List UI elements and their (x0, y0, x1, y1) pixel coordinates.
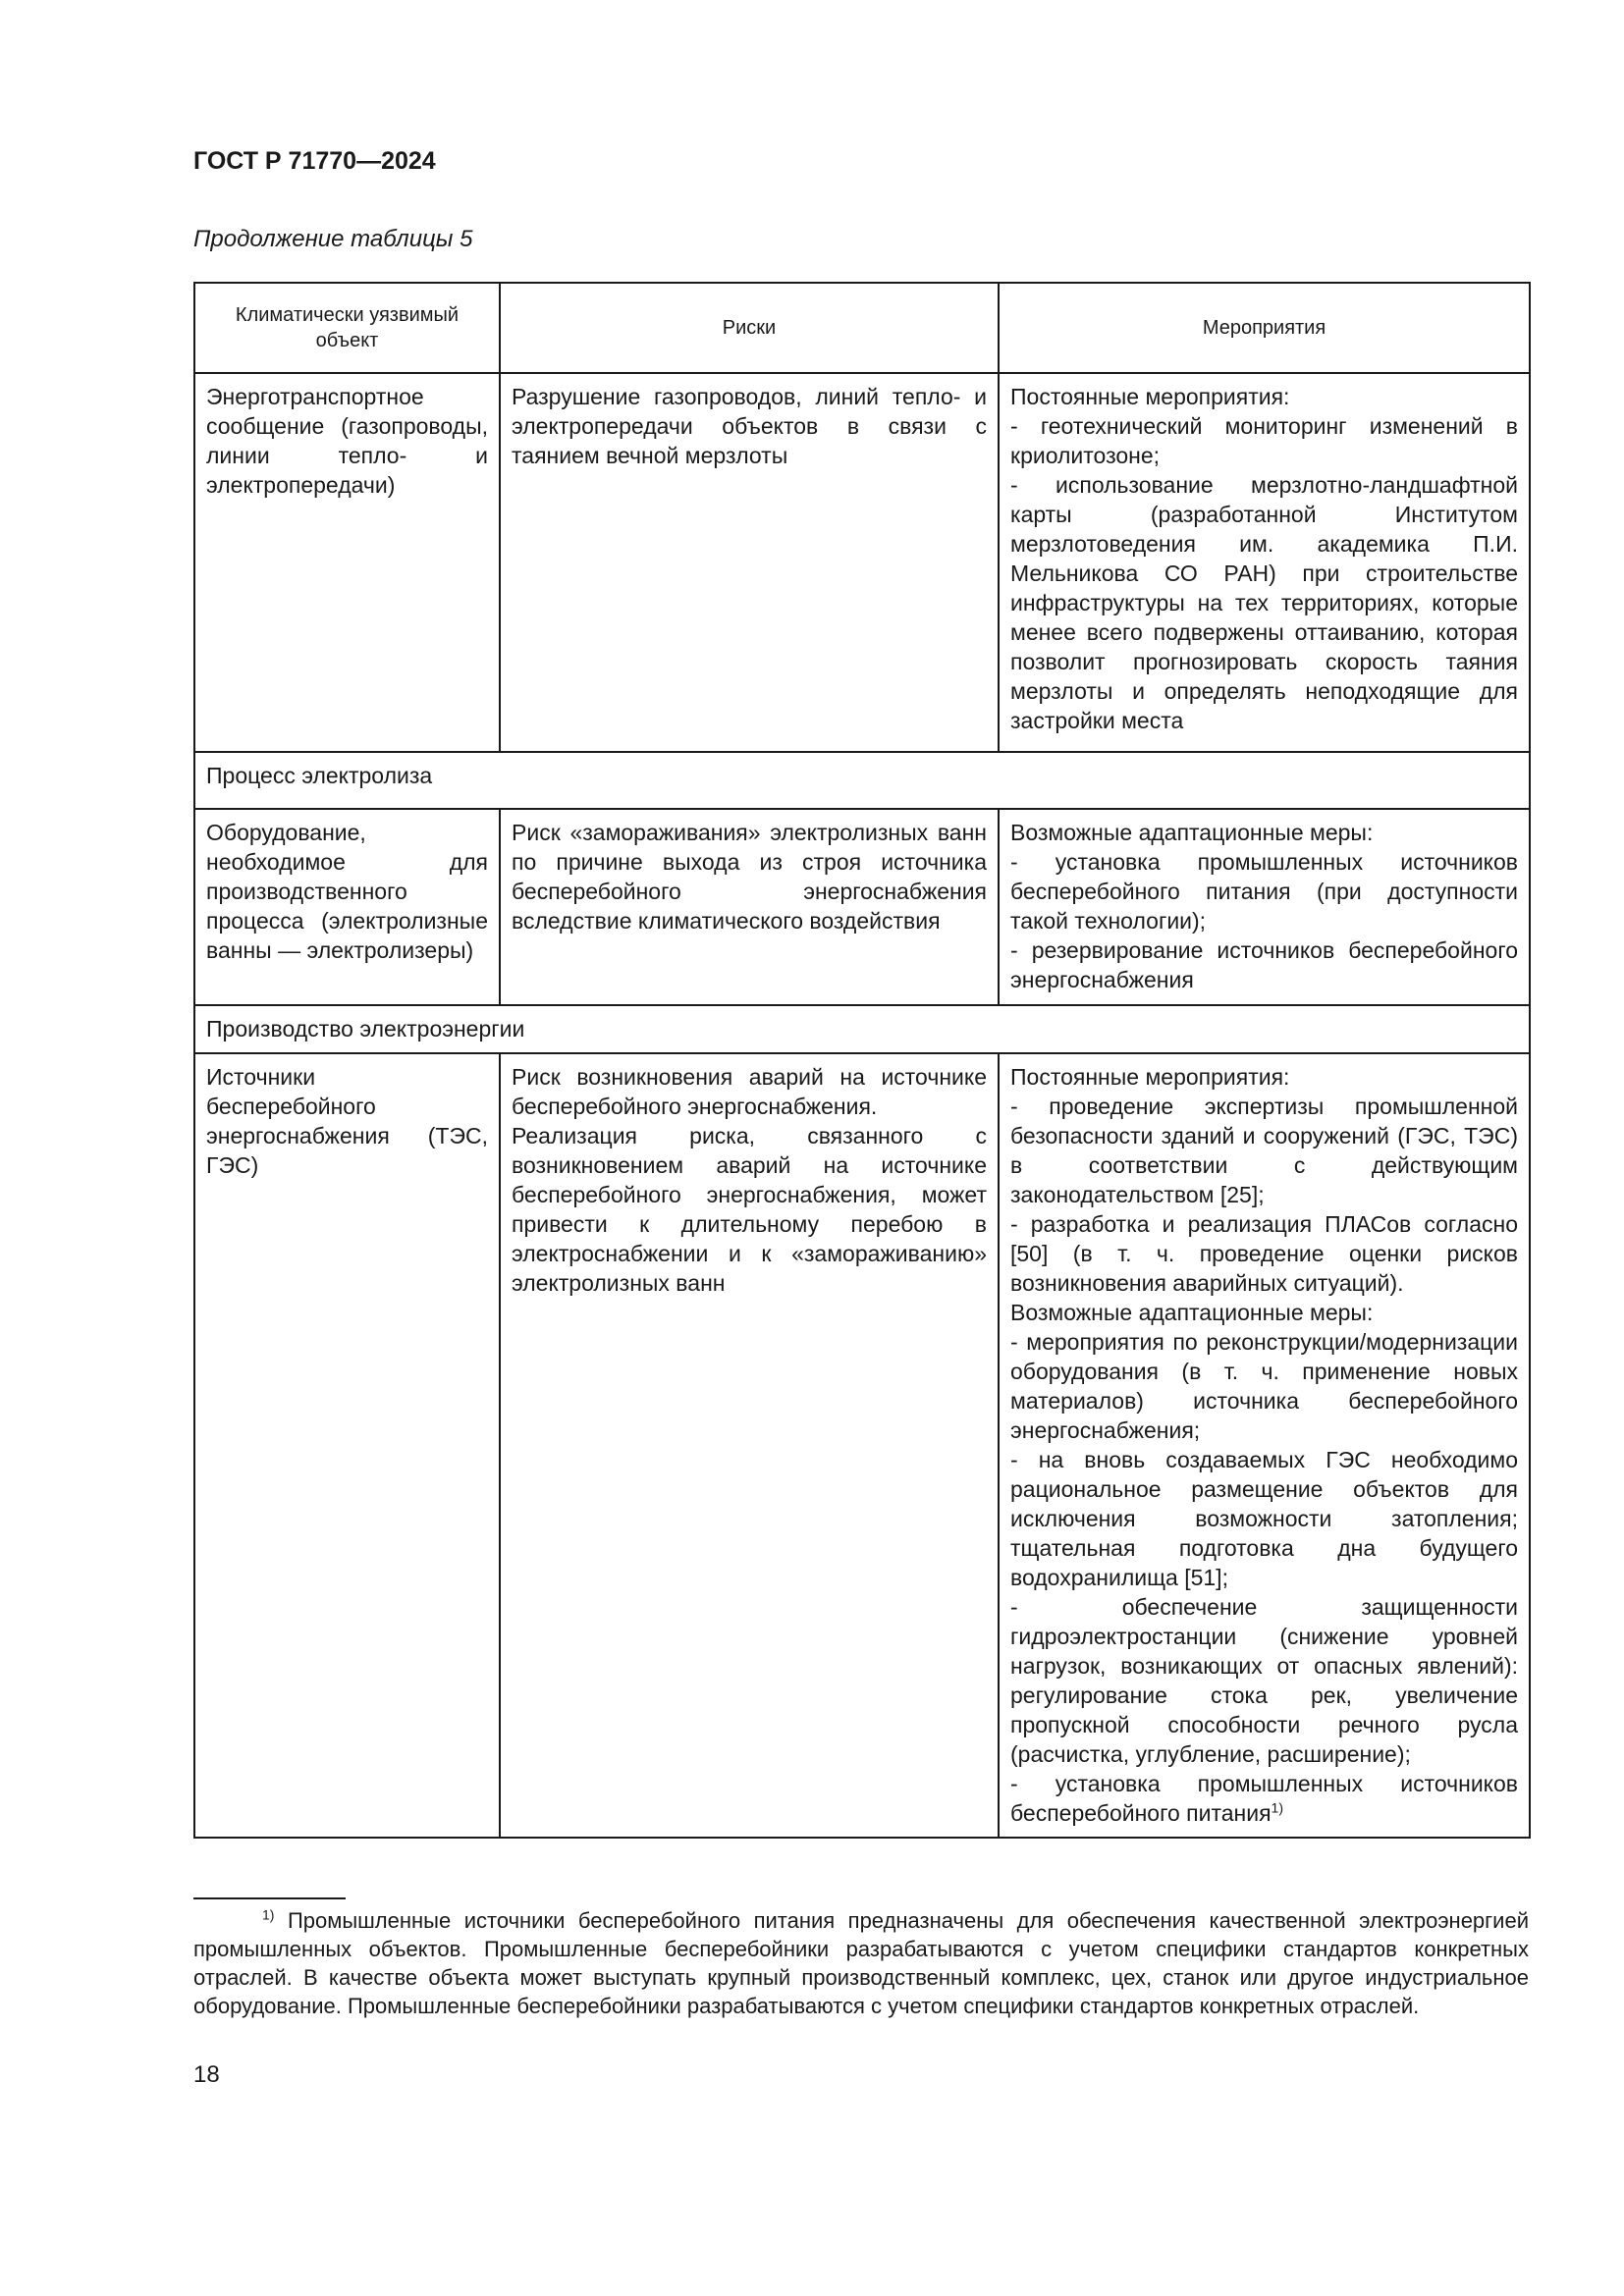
measure-line: - резервирование источников бесперебойного энергоснабжения (1010, 937, 1518, 992)
section-row (194, 752, 1530, 809)
header-object: Климатически уязвимый объект (194, 283, 500, 373)
measure-line: - использование мерзлотно-ландшафтной карты (разработанной Институтом мерзлотоведения им. академика П.И. Мельникова СО РАН) при строительстве инфраструктуры на тех территориях, которые менее всего подвержены оттаиванию, которая позволит прогнозировать скорость таяния мерзлоты и определять неподходящие для застройки места (1010, 472, 1518, 733)
document-header: ГОСТ Р 71770—2024 (193, 147, 436, 175)
measures-cell (999, 1053, 1530, 1838)
table-caption: Продолжение таблицы 5 (193, 226, 473, 252)
section-title: Производство электроэнергии (194, 1005, 1530, 1053)
measure-line: - геотехнический мониторинг изменений в криолитозоне; (1010, 413, 1518, 468)
measure-line: Возможные адаптационные меры: (1010, 1300, 1374, 1325)
risk-line: Реализация риска, связанного с возникновением аварий на источнике бесперебойного энергоснабжения, может привести к длительному перебою в электроснабжении и к «замораживанию» электролизных ванн (512, 1123, 987, 1296)
risk-line: Риск возникновения аварий на источнике бесперебойного энергоснабжения. (512, 1064, 987, 1119)
table-row (194, 1053, 1530, 1838)
section-title: Процесс электролиза (194, 752, 1530, 809)
measure-line: - проведение экспертизы промышленной безопасности зданий и сооружений (ГЭС, ТЭС) в соответствии с действующим законодательством [25]; (1010, 1094, 1518, 1207)
measure-line-final (1010, 1769, 1518, 1828)
measure-line: - мероприятия по реконструкции/модернизации оборудования (в т. ч. применение новых материалов) источника бесперебойного энергоснабжения; (1010, 1329, 1518, 1443)
risk-table (193, 282, 1531, 1839)
measure-line: - обеспечение защищенности гидроэлектростанции (снижение уровней нагрузок, возникающих от опасных явлений): регулирование стока рек, увеличение пропускной способности речного русла (расчистка, углубление, расширение); (1010, 1594, 1518, 1767)
table-row (194, 373, 1530, 752)
measures-cell (999, 809, 1530, 1005)
footnote (193, 1906, 1529, 2020)
object-cell: Источники бесперебойного энергоснабжения (ТЭС, ГЭС) (194, 1053, 500, 1838)
risk-cell: Риск «замораживания» электролизных ванн по причине выхода из строя источника бесперебойного энергоснабжения вследствие климатического воздействия (500, 809, 999, 1005)
object-cell: Энерготранспортное сообщение (газопроводы, линии тепло- и электропередачи) (194, 373, 500, 752)
header-measures: Мероприятия (999, 283, 1530, 373)
measure-line: - разработка и реализация ПЛАСов согласно [50] (в т. ч. проведение оценки рисков возникновения аварийных ситуаций). (1010, 1211, 1518, 1296)
measure-text: - установка промышленных источников бесперебойного питания (1010, 1771, 1518, 1826)
risk-cell: Разрушение газопроводов, линий тепло- и электропередачи объектов в связи с таянием вечной мерзлоты (500, 373, 999, 752)
table-row (194, 809, 1530, 1005)
measure-line: - установка промышленных источников бесперебойного питания (при доступности такой технологии); (1010, 849, 1518, 934)
footnote-ref[interactable]: 1) (1271, 1799, 1283, 1816)
measures-cell (999, 373, 1530, 752)
footnote-text: Промышленные источники бесперебойного питания предназначены для обеспечения качественной электроэнергией промышленных объектов. Промышленные бесперебойники разрабатываются с учетом специфики стандартов конкретных отраслей. В качестве объекта может выступать крупный производственный комплекс, цех, станок или другое индустриальное оборудование. Промышленные бесперебойники разрабатываются с учетом специфики стандартов конкретных отраслей. (193, 1908, 1529, 2018)
object-cell: Оборудование, необходимое для производственного процесса (электролизные ванны — электролизеры) (194, 809, 500, 1005)
footnote-divider (193, 1897, 346, 1899)
page-number: 18 (193, 2061, 220, 2088)
header-risks: Риски (500, 283, 999, 373)
measure-line: Постоянные мероприятия: (1010, 384, 1290, 409)
measure-line: - на вновь создаваемых ГЭС необходимо рациональное размещение объектов для исключения возможности затопления; тщательная подготовка дна будущего водохранилища [51]; (1010, 1447, 1518, 1590)
section-row (194, 1005, 1530, 1053)
measure-line: Постоянные мероприятия: (1010, 1064, 1290, 1090)
footnote-marker: 1) (262, 1906, 275, 1923)
table-header-row (194, 283, 1530, 373)
measure-line: Возможные адаптационные меры: (1010, 820, 1374, 845)
risk-cell (500, 1053, 999, 1838)
